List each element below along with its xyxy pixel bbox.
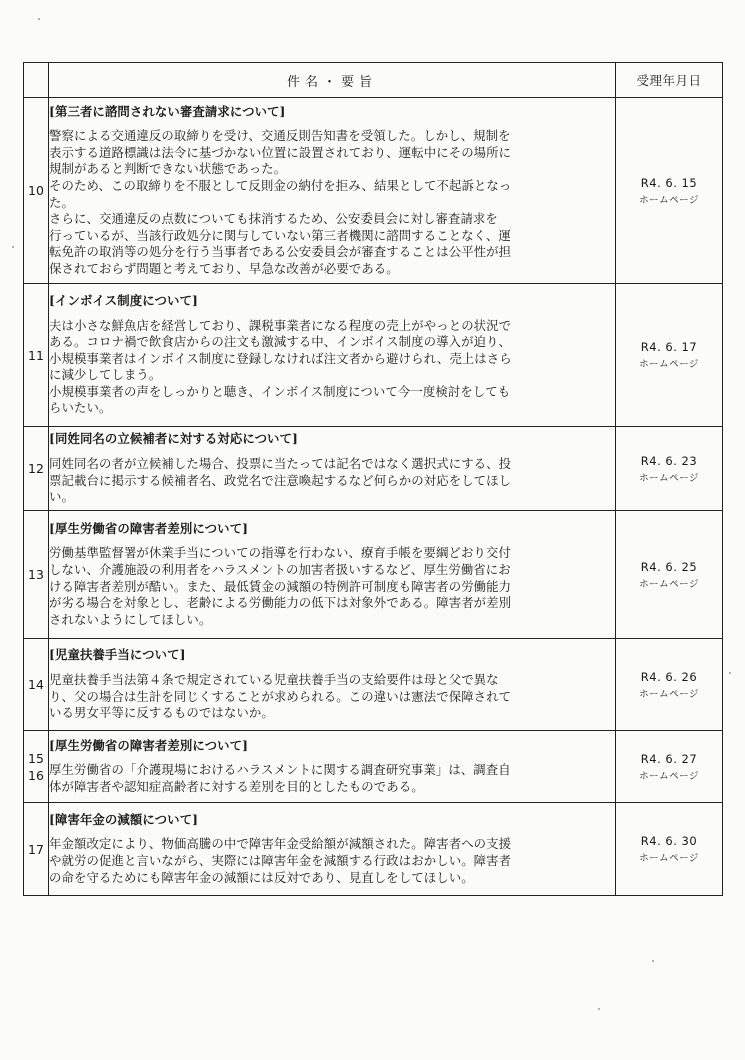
row-channel: ホームページ bbox=[639, 770, 699, 782]
header-summary: 件名・要旨 bbox=[49, 63, 616, 98]
row-date: R4. 6. 15 bbox=[640, 175, 698, 190]
row-subject: [インボイス制度について] bbox=[49, 292, 198, 308]
row-body: 児童扶養手当法第４条で規定されている児童扶養手当の支給要件は母と父で異な り、父の場合は生計を同じくすることが求められる。この違いは憲法で保障されて いる男女平等に反するものではないか。 bbox=[49, 671, 512, 721]
row-summary bbox=[49, 98, 616, 284]
row-body: 厚生労働省の「介護現場におけるハラスメントに関する調査研究事業」は、調査自 体が障害者や認知症高齢者に対する差別を目的としたものである。 bbox=[49, 762, 511, 794]
row-subject: [厚生労働省の障害者差別について] bbox=[49, 737, 249, 753]
scan-speck bbox=[12, 246, 14, 248]
row-channel: ホームページ bbox=[639, 853, 699, 864]
row-channel: ホームページ bbox=[639, 578, 699, 590]
row-summary bbox=[49, 511, 616, 639]
scan-speck bbox=[598, 1008, 600, 1010]
row-body: 労働基準監督署が休業手当についての指導を行わない、療育手帳を要綱どおり交付 しない、介護施設の利用者をハラスメントの加害者扱いするなど、厚生労働省にお ける障害者差別が酷い。また、最低賃金の減額の特例許可制度も障害者の労働能力 が劣る場合を対象とし、老齢による労働能力の低下は対象外である。障害者が差別 されないようにしてほしい。 bbox=[49, 545, 512, 627]
petition-table bbox=[23, 62, 723, 896]
row-summary bbox=[49, 427, 616, 511]
scan-speck bbox=[729, 672, 731, 674]
table-row bbox=[24, 803, 723, 896]
row-received bbox=[616, 284, 723, 427]
row-number: 11 bbox=[24, 284, 49, 427]
row-channel: ホームページ bbox=[639, 359, 699, 370]
row-channel: ホームページ bbox=[639, 472, 699, 484]
row-date: R4. 6. 17 bbox=[640, 340, 698, 354]
table-row bbox=[24, 427, 723, 511]
row-subject: [第三者に諮問されない審査請求について] bbox=[49, 103, 286, 119]
scan-speck bbox=[38, 18, 40, 20]
row-summary bbox=[49, 284, 616, 427]
table-row bbox=[24, 731, 723, 803]
row-subject: [障害年金の減額について] bbox=[49, 811, 199, 827]
row-channel: ホームページ bbox=[639, 194, 699, 206]
row-received bbox=[616, 803, 723, 896]
row-date: R4. 6. 26 bbox=[640, 669, 698, 684]
row-body: 警察による交通違反の取締りを受け、交通反則告知書を受領した。しかし、規制を 表示する道路標識は法令に基づかない位置に設置されており、運転中にその場所に 規制があると判断できない状態であった。 そのため、この取締りを不服として反則金の納付を拒み、結果として不起訴となっ た。 さらに、交通違反の点数についても抹消するため、公安委員会に対し審査請求を 行っているが、当該行政処分に関与していない第三者機関に諮問することなく、運 転免許の取消等の処分を行う当事者である公安委員会が審査することは公平性が担 保されておらず問題と考えており、早急な改善が必要である。 bbox=[49, 128, 512, 276]
row-received bbox=[616, 511, 723, 639]
table-row bbox=[24, 98, 723, 284]
row-body: 同姓同名の者が立候補した場合、投票に当たっては記名ではなく選択式にする、投 票記載台に掲示する候補者名、政党名で注意喚起するなど何らかの対応をしてほし い。 bbox=[49, 455, 512, 505]
row-date: R4. 6. 25 bbox=[640, 559, 698, 574]
header-number bbox=[24, 63, 49, 98]
row-number: 15 16 bbox=[24, 731, 49, 803]
row-number: 10 bbox=[24, 98, 49, 284]
row-summary bbox=[49, 731, 616, 803]
header-date: 受理年月日 bbox=[616, 63, 723, 98]
row-body: 年金額改定により、物価高騰の中で障害年金受給額が減額された。障害者への支援 や就労の促進と言いながら、実際には障害年金を減額する行政はおかしい。障害者 の命を守るためにも障害年金の減額には反対であり、見直しをしてほしい。 bbox=[49, 836, 512, 885]
row-number: 17 bbox=[24, 803, 49, 896]
row-summary bbox=[49, 639, 616, 731]
row-number: 14 bbox=[24, 639, 49, 731]
row-subject: [児童扶養手当について] bbox=[49, 647, 186, 663]
table-header-row bbox=[24, 63, 723, 98]
row-number: 13 bbox=[24, 511, 49, 639]
row-channel: ホームページ bbox=[639, 688, 699, 700]
row-received bbox=[616, 731, 723, 803]
row-subject: [同姓同名の立候補者に対する対応について] bbox=[49, 431, 298, 447]
row-number: 12 bbox=[24, 427, 49, 511]
table-row bbox=[24, 511, 723, 639]
row-date: R4. 6. 30 bbox=[640, 834, 698, 848]
row-subject: [厚生労働省の障害者差別について] bbox=[49, 520, 249, 536]
row-received bbox=[616, 639, 723, 731]
row-date: R4. 6. 23 bbox=[640, 453, 698, 468]
table-row bbox=[24, 284, 723, 427]
row-received bbox=[616, 427, 723, 511]
scan-speck bbox=[652, 960, 654, 962]
row-body: 夫は小さな鮮魚店を経営しており、課税事業者になる程度の売上がやっとの状況で ある。コロナ禍で飲食店からの注文も激減する中、インボイス制度の導入が迫り、 小規模事業者はインボイス制度に登録しなければ注文者から避けられ、売上はさら に減少してしまう。 小規模事業者の声をしっかりと聴き、インボイス制度について今一度検討をしても らいたい。 bbox=[49, 317, 512, 416]
table-row bbox=[24, 639, 723, 731]
row-date: R4. 6. 27 bbox=[640, 751, 698, 766]
row-summary bbox=[49, 803, 616, 896]
row-received bbox=[616, 98, 723, 284]
